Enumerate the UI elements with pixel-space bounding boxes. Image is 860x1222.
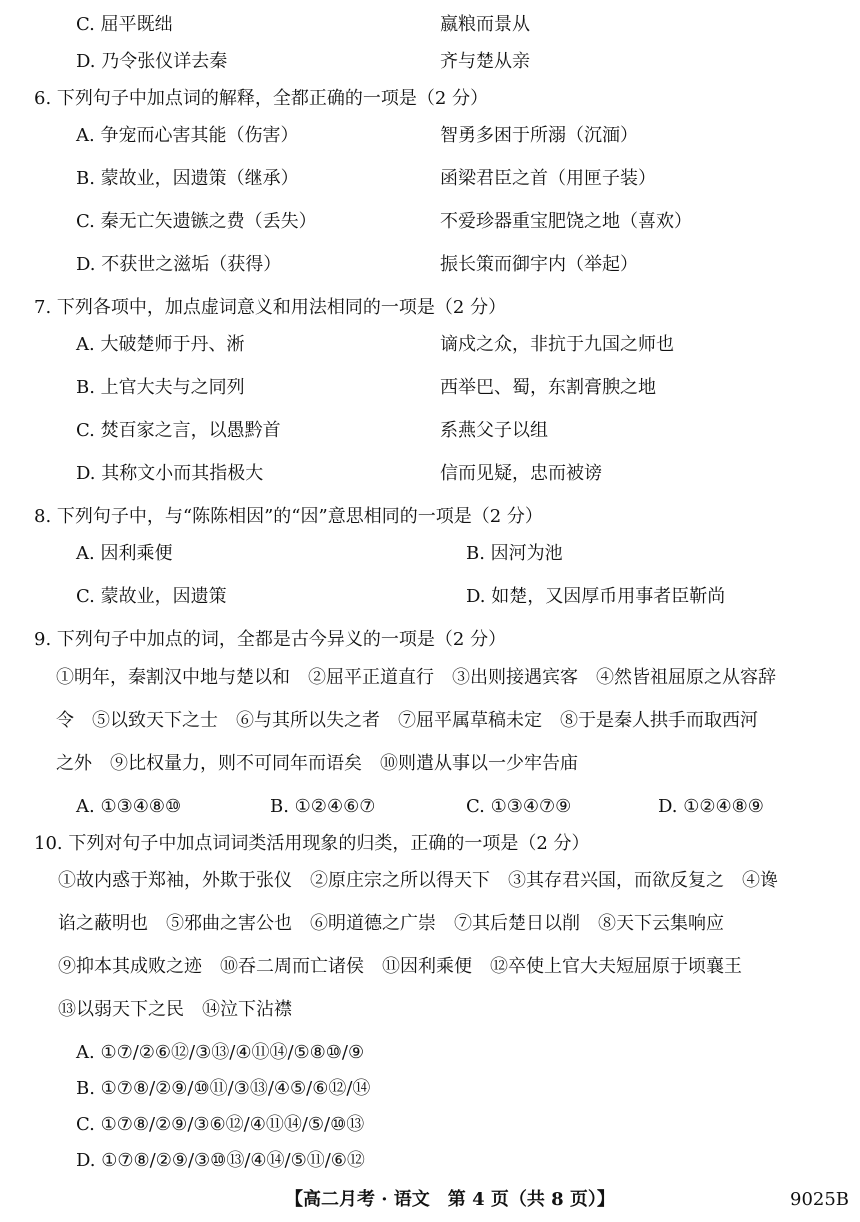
question-10-title: 10. 下列对句子中加点词词类活用现象的归类，正确的一项是（2 分） — [34, 833, 590, 854]
q8-option-a: A. 因利乘便 — [76, 543, 173, 564]
q7-option-d-pair: 信而见疑，忠而被谤 — [440, 463, 602, 484]
q6-option-d-pair: 振长策而御宇内（举起） — [440, 254, 638, 275]
top-option-d-pair: 齐与楚从亲 — [440, 51, 530, 72]
question-7-title: 7. 下列各项中，加点虚词意义和用法相同的一项是（2 分） — [34, 297, 507, 318]
q7-option-d: D. 其称文小而其指极大 — [76, 463, 264, 484]
q9-items-line-2: 令 ⑤以致天下之士 ⑥与其所以失之者 ⑦屈平属草稿未定 ⑧于是秦人拱手而取西河 — [56, 710, 758, 731]
q9-answer-a: A. ①③④⑧⑩ — [76, 796, 182, 817]
top-option-c-pair: 嬴粮而景从 — [440, 14, 530, 35]
q10-items-line-4: ⑬以弱天下之民 ⑭泣下沾襟 — [58, 999, 292, 1020]
q6-option-b-pair: 函梁君臣之首（用匣子装） — [440, 168, 656, 189]
q6-option-d: D. 不获世之滋垢（获得） — [76, 254, 282, 275]
q9-items-line-3: 之外 ⑨比权量力，则不可同年而语矣 ⑩则遣从事以一少牢告庙 — [56, 753, 578, 774]
q7-option-c-pair: 系燕父子以组 — [440, 420, 548, 441]
q9-answer-c: C. ①③④⑦⑨ — [466, 796, 572, 817]
q7-option-b: B. 上官大夫与之同列 — [76, 377, 245, 398]
q10-answer-d: D. ①⑦⑧/②⑨/③⑩⑬/④⑭/⑤⑪/⑥⑫ — [76, 1150, 365, 1171]
q10-items-line-3: ⑨抑本其成败之迹 ⑩吞二周而亡诸侯 ⑪因利乘便 ⑫卒使上官大夫短屈原于顷襄王 — [58, 956, 742, 977]
q10-answer-b: B. ①⑦⑧/②⑨/⑩⑪/③⑬/④⑤/⑥⑫/⑭ — [76, 1078, 371, 1099]
q6-option-c-pair: 不爱珍器重宝肥饶之地（喜欢） — [440, 211, 692, 232]
q6-option-b: B. 蒙故业，因遗策（继承） — [76, 168, 299, 189]
top-option-d: D. 乃令张仪详去秦 — [76, 51, 228, 72]
question-8-title: 8. 下列句子中，与“陈陈相因”的“因”意思相同的一项是（2 分） — [34, 506, 543, 527]
paper-code: 9025B — [790, 1189, 850, 1210]
q6-option-a-pair: 智勇多困于所溺（沉湎） — [440, 125, 638, 146]
question-9-title: 9. 下列句子中加点的词，全都是古今异义的一项是（2 分） — [34, 629, 507, 650]
q6-option-c: C. 秦无亡矢遗镞之费（丢失） — [76, 211, 317, 232]
q10-items-line-1: ①故内惑于郑袖，外欺于张仪 ②原庄宗之所以得天下 ③其存君兴国，而欲反复之 ④谗 — [58, 870, 778, 891]
q8-option-d: D. 如楚，又因厚币用事者臣靳尚 — [466, 586, 726, 607]
page-footer: 【高二月考 · 语文 第 4 页（共 8 页）】 — [285, 1189, 615, 1210]
question-6-title: 6. 下列句子中加点词的解释，全都正确的一项是（2 分） — [34, 88, 489, 109]
q10-answer-c: C. ①⑦⑧/②⑨/③⑥⑫/④⑪⑭/⑤/⑩⑬ — [76, 1114, 365, 1135]
q10-answer-a: A. ①⑦/②⑥⑫/③⑬/④⑪⑭/⑤⑧⑩/⑨ — [76, 1042, 365, 1063]
q7-option-c: C. 焚百家之言，以愚黔首 — [76, 420, 281, 441]
q8-option-c: C. 蒙故业，因遗策 — [76, 586, 227, 607]
q10-items-line-2: 谄之蔽明也 ⑤邪曲之害公也 ⑥明道德之广崇 ⑦其后楚日以削 ⑧天下云集响应 — [58, 913, 724, 934]
q7-option-a-pair: 谪戍之众，非抗于九国之师也 — [440, 334, 674, 355]
q7-option-b-pair: 西举巴、蜀，东割膏腴之地 — [440, 377, 656, 398]
q6-option-a: A. 争宠而心害其能（伤害） — [76, 125, 299, 146]
q7-option-a: A. 大破楚师于丹、淅 — [76, 334, 245, 355]
q9-answer-d: D. ①②④⑧⑨ — [658, 796, 764, 817]
top-option-c: C. 屈平既绌 — [76, 14, 173, 35]
q9-items-line-1: ①明年，秦割汉中地与楚以和 ②屈平正道直行 ③出则接遇宾客 ④然皆祖屈原之从容辞 — [56, 667, 776, 688]
q9-answer-b: B. ①②④⑥⑦ — [270, 796, 376, 817]
q8-option-b: B. 因河为池 — [466, 543, 563, 564]
